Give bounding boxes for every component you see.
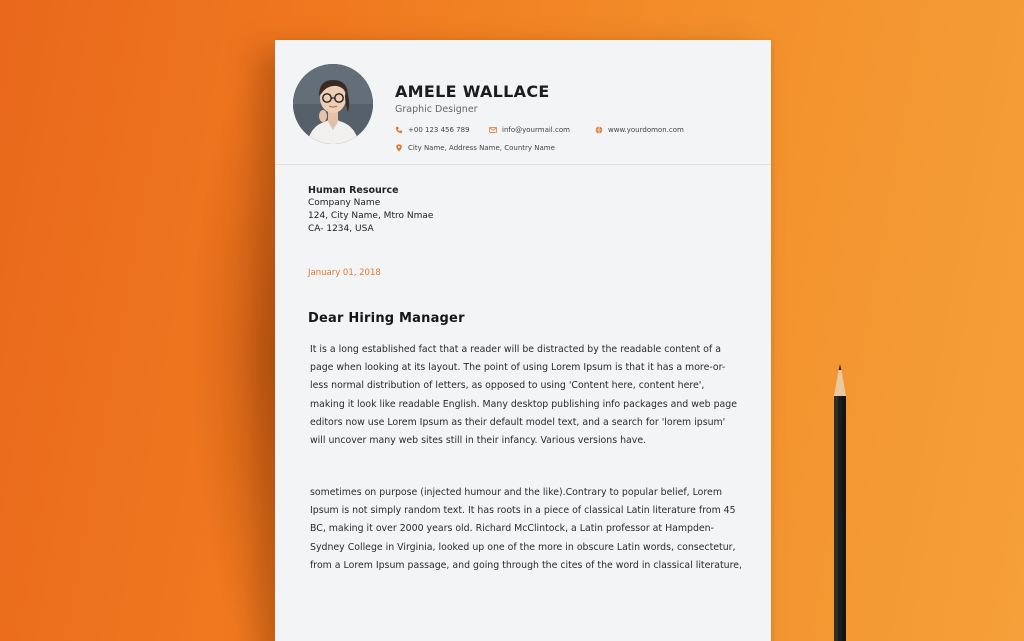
candidate-role: Graphic Designer xyxy=(395,104,478,115)
mail-icon xyxy=(489,126,497,134)
recipient-region: CA- 1234, USA xyxy=(308,224,374,234)
letter-header xyxy=(275,40,771,165)
letter-date: January 01, 2018 xyxy=(308,268,381,278)
location-pin-icon xyxy=(395,144,403,152)
pencil xyxy=(832,364,848,641)
recipient-title: Human Resource xyxy=(308,185,399,196)
contact-email xyxy=(489,126,570,134)
contact-address xyxy=(395,144,555,152)
website-text: www.yourdomon.com xyxy=(608,126,684,134)
contact-phone xyxy=(395,126,470,134)
portrait-photo xyxy=(293,64,373,144)
address-text: City Name, Address Name, Country Name xyxy=(408,144,555,152)
avatar xyxy=(293,64,373,144)
recipient-block xyxy=(308,184,433,236)
recipient-company: Company Name xyxy=(308,198,381,208)
recipient-street: 124, City Name, Mtro Nmae xyxy=(308,211,434,221)
salutation: Dear Hiring Manager xyxy=(308,311,465,326)
phone-text: +00 123 456 789 xyxy=(408,126,470,134)
letter-paragraph-2: sometimes on purpose (injected humour and the like).Contrary to popular belief, Lorem Ipsum is not simply random text. It has roots in a piece of classical Latin literature from 45 BC, making it over 2000 years old. Richard McClintock, a Latin professor at Hampden-Sydney College in Virginia, looked up one of the more in obscure Latin words, consectetur, from a Lorem Ipsum passage, and going through the cites of the word in classical literature, xyxy=(310,487,742,571)
email-text: info@yourmail.com xyxy=(502,126,570,134)
globe-icon xyxy=(595,126,603,134)
letter-paragraph-1: It is a long established fact that a reader will be distracted by the readable content of a page when looking at its layout. The point of using Lorem Ipsum is that it has a more-or-less normal distribution of letters, as opposed to using 'Content here, content here', making it look like readable English. Many desktop publishing info packages and web page editors now use Lorem Ipsum as their default model text, and a search for 'lorem ipsum' will uncover many web sites still in their infancy. Various versions have. xyxy=(310,344,737,447)
phone-icon xyxy=(395,126,403,134)
cover-letter-document xyxy=(275,40,771,641)
contact-website xyxy=(595,126,684,134)
candidate-name: AMELE WALLACE xyxy=(395,82,550,101)
